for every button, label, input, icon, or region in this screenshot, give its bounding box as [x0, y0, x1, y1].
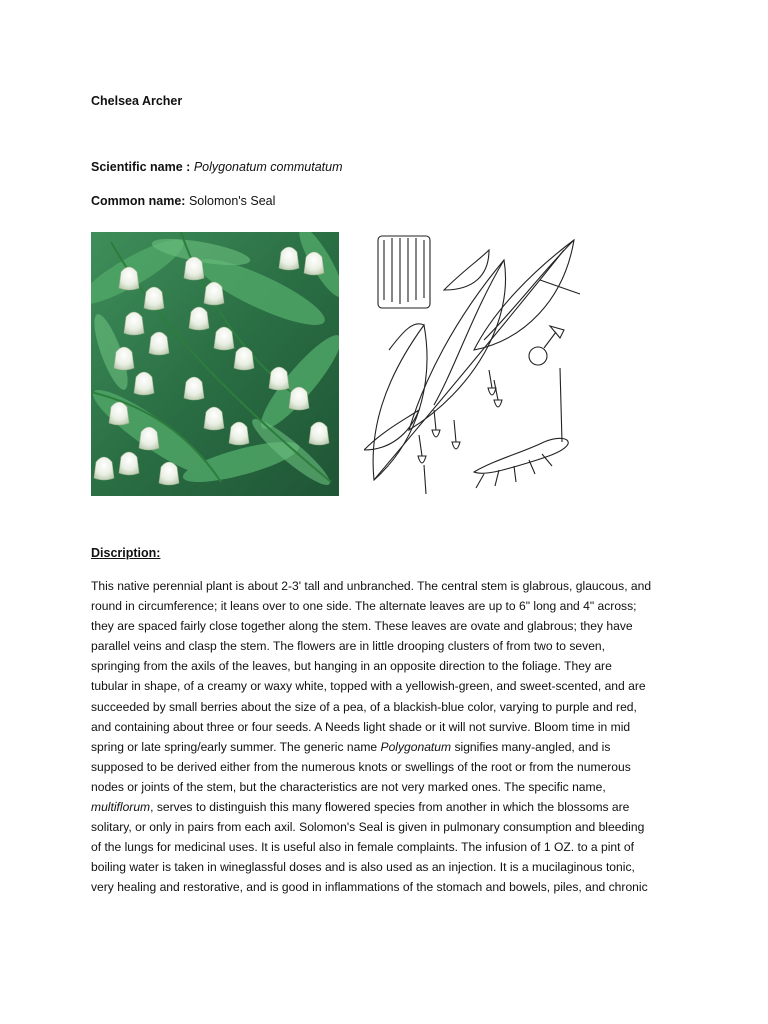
- description-line: [91, 576, 691, 596]
- description-line: [91, 676, 691, 696]
- description-line: [91, 777, 691, 797]
- description-line: [91, 616, 691, 636]
- common-name-label: Common name:: [91, 194, 186, 208]
- description-text-segment: boiling water is taken in wineglassful doses and is also used as an injection. It is a mucilaginous tonic,: [91, 860, 635, 875]
- description-line: [91, 737, 691, 757]
- scientific-name-value: Polygonatum commutatum: [193, 160, 343, 174]
- botanical-drawing: [364, 230, 586, 498]
- description-text-segment: and containing about three or four seeds. A Needs light shade or it will not survive. Bloom time in mid: [91, 719, 631, 734]
- description-line: [91, 596, 691, 616]
- description-text-segment: of the lungs for medicinal uses. It is useful also in female complaints. The infusion of 1 OZ. to a pint of: [91, 840, 634, 855]
- common-name-line: [91, 194, 275, 208]
- flower-photo: [91, 232, 339, 496]
- flower-photo-icon: [91, 232, 339, 496]
- description-text-segment: nodes or joints of the stem, but the characteristics are not very marked ones. The specific name,: [91, 779, 606, 794]
- description-line: [91, 797, 691, 817]
- description-line: [91, 697, 691, 717]
- description-line: [91, 656, 691, 676]
- description-line: [91, 837, 691, 857]
- botanical-drawing-icon: [364, 230, 586, 498]
- description-text-segment: supposed to be derived either from the numerous knots or swellings of the root or from the numerous: [91, 759, 631, 774]
- common-name-value: Solomon's Seal: [188, 194, 276, 208]
- description-text-segment: succeeded by small berries about the size of a pea, of a blackish-blue color, varying to purple and red,: [91, 699, 637, 714]
- description-text-segment: springing from the axils of the leaves, but hanging in an opposite direction to the foliage. They are: [91, 659, 612, 674]
- description-text-segment: they are spaced fairly close together along the stem. These leaves are ovate and glabrous; they have: [91, 619, 633, 634]
- author-name: Chelsea Archer: [91, 94, 183, 108]
- description-line: [91, 877, 691, 897]
- description-line: [91, 636, 691, 656]
- scientific-name-line: [91, 160, 343, 174]
- description-text-segment: very healing and restorative, and is good in inflammations of the stomach and bowels, piles, and chronic: [91, 880, 648, 895]
- description-text-segment: round in circumference; it leans over to one side. The alternate leaves are up to 6" long and 4" across;: [91, 599, 637, 614]
- description-text-segment: parallel veins and clasp the stem. The flowers are in little drooping clusters of from two to seven,: [91, 639, 606, 654]
- description-line: [91, 757, 691, 777]
- description-text-segment: multiflorum: [91, 800, 151, 815]
- description-text-segment: signifies many-angled, and is: [451, 739, 611, 754]
- description-line: [91, 817, 691, 837]
- description-text-segment: Polygonatum: [380, 739, 452, 754]
- description-body: [91, 576, 691, 898]
- description-text-segment: , serves to distinguish this many flowered species from another in which the blossoms are: [150, 800, 630, 815]
- description-text-segment: tubular in shape, of a creamy or waxy white, topped with a yellowish-green, and sweet-scented, and are: [91, 679, 646, 694]
- description-line: [91, 857, 691, 877]
- description-text-segment: solitary, or only in pairs from each axil. Solomon's Seal is given in pulmonary consumption and bleeding: [91, 820, 645, 835]
- description-line: [91, 717, 691, 737]
- description-text-segment: spring or late spring/early summer. The generic name: [91, 739, 381, 754]
- scientific-name-label: Scientific name :: [91, 160, 191, 174]
- description-text-segment: This native perennial plant is about 2-3' tall and unbranched. The central stem is glabrous, glaucous, and: [91, 579, 652, 593]
- description-heading: Discription:: [91, 546, 161, 560]
